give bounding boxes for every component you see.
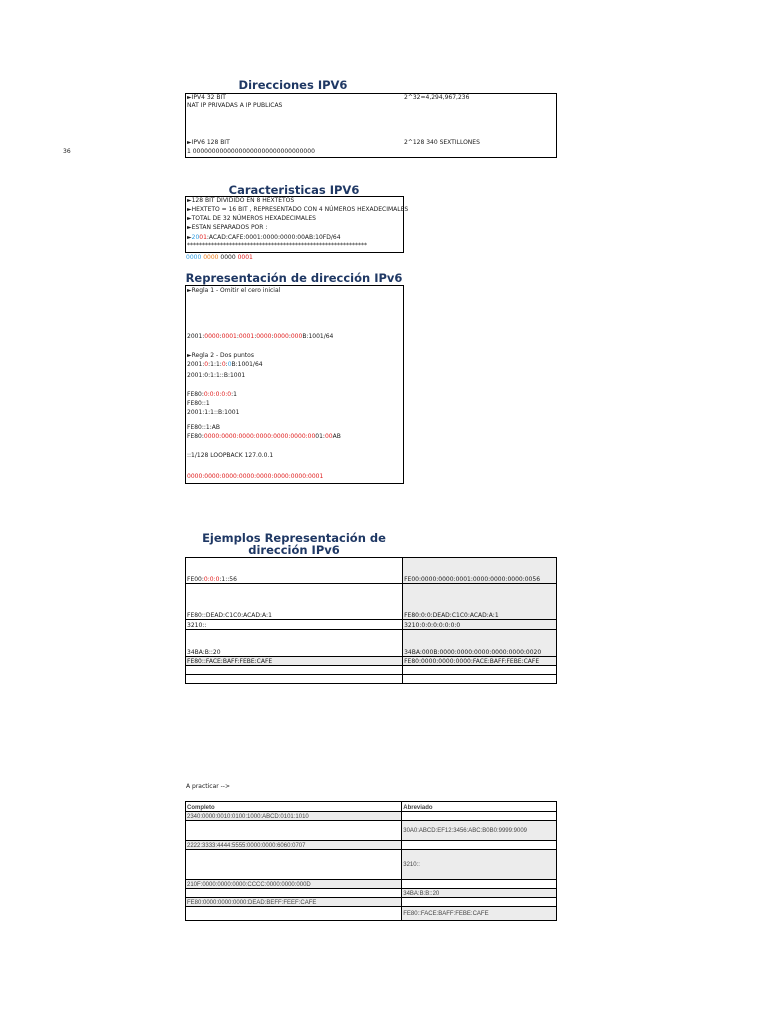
table-row	[186, 584, 557, 620]
addr-2001-short: 2001:1:1::B:1001	[187, 409, 240, 416]
ipv4-calc: 2^32=4,294,967,236	[404, 94, 470, 101]
rule-1: ►Regla 1 - Omitir el cero inicial	[187, 287, 281, 294]
table-row	[186, 841, 557, 850]
table-cell[interactable]: 2222:3333:4444:5555:0000:0000:6060:0707	[186, 841, 402, 850]
table-header-row	[186, 802, 557, 812]
table-cell: 34BA:000B:0000:0000:0000:0000:0000:0020	[403, 630, 557, 657]
section-title-direcciones: Direcciones IPV6	[238, 78, 348, 92]
table-row	[186, 620, 557, 630]
section-title-ejemplos-1: Ejemplos Representación de	[202, 531, 386, 545]
table-row	[186, 630, 557, 657]
carac-example: ►2001:ACAD:CAFE:0001:0000:0000:00AB:10FD/64	[187, 234, 341, 241]
carac-stars: ************************************************************	[187, 242, 367, 249]
carac-line-2: ►HEXTETO = 16 BIT , REPRESENTADO CON 4 NÚMEROS HEXADECIMALES	[187, 206, 409, 213]
table-row	[186, 898, 557, 907]
table-row	[186, 812, 557, 821]
section-title-ejemplos-2: dirección IPv6	[248, 543, 340, 557]
table-cell: 34BA:B::20	[186, 630, 403, 657]
table-cell[interactable]: FE80::FACE:BAFF:FEBE:CAFE	[402, 907, 557, 921]
binary-line: 1 00000000000000000000000000000000	[187, 148, 315, 155]
section-title-representacion: Representación de dirección IPv6	[185, 271, 403, 285]
carac-line-4: ►ESTAN SEPARADOS POR :	[187, 224, 268, 231]
ejemplos-table	[185, 557, 557, 684]
table-row	[186, 907, 557, 921]
table-cell	[186, 675, 403, 684]
ipv6-line: ►IPV6 128 BIT	[187, 139, 230, 146]
table-cell[interactable]: 210F:0000:0000:0000:CCCC:0000:0000:000D	[186, 880, 402, 889]
table-cell[interactable]	[402, 812, 557, 821]
table-cell[interactable]: FE80:0000:0000:0000:DEAD:BEFF:FEEF:CAFE	[186, 898, 402, 907]
zeros-line: 0000:0000:0000:0000:0000:0000:0000:0001	[187, 473, 324, 480]
column-header-complete: Completo	[186, 802, 402, 812]
table-cell[interactable]	[186, 889, 402, 898]
table-cell: FE80::FACE:BAFF:FEBE:CAFE	[186, 657, 403, 666]
ipv4-line: ►IPV4 32 BIT	[187, 94, 226, 101]
table-cell[interactable]	[402, 898, 557, 907]
ipv6-calc: 2^128 340 SEXTILLONES	[404, 139, 480, 146]
carac-line-3: ►TOTAL DE 32 NÚMEROS HEXADECIMALES	[187, 215, 316, 222]
rule1-address: 2001:0000:0001:0001:0000:0000:000B:1001/64	[187, 333, 334, 340]
table-cell[interactable]	[186, 850, 402, 880]
table-row	[186, 558, 557, 584]
table-cell[interactable]: 2340:0000:0010:0100:1000:ABCD:0101:1010	[186, 812, 402, 821]
table-row	[186, 821, 557, 841]
table-cell: 3210::	[186, 620, 403, 630]
table-cell: FE00:0:0:0:1::56	[186, 558, 403, 584]
practice-label: A practicar -->	[186, 783, 230, 790]
section-title-caracteristicas: Caracteristicas IPV6	[228, 183, 360, 197]
table-row	[186, 657, 557, 666]
nat-line: NAT IP PRIVADAS A IP PUBLICAS	[187, 102, 283, 109]
table-cell[interactable]	[402, 880, 557, 889]
fe80-short: FE80::1	[187, 400, 210, 407]
table-cell[interactable]	[186, 907, 402, 921]
column-header-abbrev: Abreviado	[402, 802, 557, 812]
table-cell	[403, 675, 557, 684]
table-row	[186, 880, 557, 889]
table-row	[186, 850, 557, 880]
table-cell: FE80::DEAD:C1C0:ACAD:A:1	[186, 584, 403, 620]
table-cell	[403, 666, 557, 675]
carac-binary: 0000 0000 0000 0001	[186, 254, 253, 261]
table-cell: FE00:0000:0000:0001:0000:0000:0000:0056	[403, 558, 557, 584]
table-cell: 3210:0:0:0:0:0:0:0	[403, 620, 557, 630]
table-cell[interactable]: 34BA:B:B::20	[402, 889, 557, 898]
table-cell	[186, 666, 403, 675]
direcciones-box	[185, 93, 557, 158]
carac-line-1: ►128 BIT DIVIDIDO EN 8 HEXTETOS	[187, 197, 295, 204]
representacion-box	[185, 285, 404, 484]
margin-number: 36	[63, 148, 71, 155]
rule2-address-b: 2001:0:1:1::B:1001	[187, 372, 246, 379]
caracteristicas-box	[185, 196, 409, 253]
table-cell: FE80:0000:0000:0000:FACE:BAFF:FEBE:CAFE	[403, 657, 557, 666]
table-cell[interactable]: 30A0:ABCD:EF12:3456:ABC:B0B0:9999:9009	[402, 821, 557, 841]
table-row	[186, 889, 557, 898]
table-cell[interactable]	[402, 841, 557, 850]
fe80-ab-full: FE80:0000:0000:0000:0000:0000:0000:0001:00AB	[187, 433, 341, 440]
fe80-full: FE80:0:0:0:0:0:1	[187, 391, 237, 398]
table-cell[interactable]	[186, 821, 402, 841]
fe80-ab-short: FE80::1:AB	[187, 424, 220, 431]
rule2-address-a: 2001:0:1:1:0:0B:1001/64	[187, 361, 263, 368]
rule-2: ►Regla 2 - Dos puntos	[187, 352, 254, 359]
practice-table	[185, 801, 557, 921]
table-row	[186, 666, 557, 675]
table-cell: FE80:0:0:DEAD:C1C0:ACAD:A:1	[403, 584, 557, 620]
table-row	[186, 675, 557, 684]
loopback-line: ::1/128 LOOPBACK 127.0.0.1	[187, 452, 274, 459]
table-cell[interactable]: 3210::	[402, 850, 557, 880]
